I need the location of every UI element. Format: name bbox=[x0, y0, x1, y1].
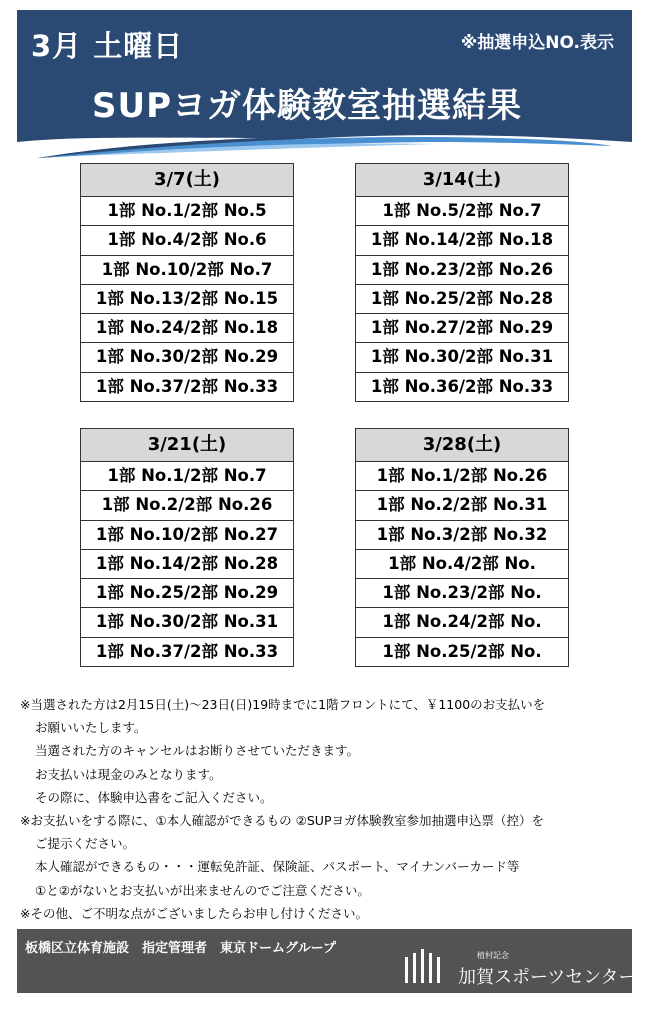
table-row: 1部 No.14/2部 No.28 bbox=[81, 550, 293, 579]
logo-bars-icon bbox=[403, 949, 447, 985]
note-line: 本人確認ができるもの・・・運転免許証、保険証、パスポート、マイナンバーカード等 bbox=[35, 859, 520, 875]
table-row: 1部 No.2/2部 No.26 bbox=[81, 491, 293, 520]
note-line: ①と②がないとお支払いが出来ませんのでご注意ください。 bbox=[35, 882, 370, 898]
footer-organization: 板橋区立体育施設 指定管理者 東京ドームグループ bbox=[25, 941, 336, 956]
table-date-header: 3/14(土) bbox=[356, 164, 568, 197]
note-line: 当選された方のキャンセルはお断りさせていただきます。 bbox=[35, 743, 360, 759]
header-banner bbox=[17, 10, 632, 134]
table-row: 1部 No.1/2部 No.7 bbox=[81, 462, 293, 491]
wave-decoration bbox=[17, 120, 632, 165]
table-row: 1部 No.23/2部 No. bbox=[356, 579, 568, 608]
table-row: 1部 No.2/2部 No.31 bbox=[356, 491, 568, 520]
result-table-4 bbox=[355, 428, 569, 667]
table-date-header: 3/28(土) bbox=[356, 429, 568, 462]
notes-section bbox=[20, 693, 645, 925]
table-row: 1部 No.27/2部 No.29 bbox=[356, 314, 568, 343]
logo-subtitle: 植村記念 bbox=[477, 951, 509, 960]
table-row: 1部 No.14/2部 No.18 bbox=[356, 226, 568, 255]
table-row: 1部 No.23/2部 No.26 bbox=[356, 256, 568, 285]
note-line: ※その他、ご不明な点がございましたらお申し付けください。 bbox=[20, 905, 368, 921]
header-month-day: 3月 土曜日 bbox=[31, 29, 184, 63]
table-row: 1部 No.4/2部 No. bbox=[356, 550, 568, 579]
table-date-header: 3/7(土) bbox=[81, 164, 293, 197]
table-row: 1部 No.10/2部 No.7 bbox=[81, 256, 293, 285]
note-line: お支払いは現金のみとなります。 bbox=[35, 766, 222, 782]
table-row: 1部 No.24/2部 No.18 bbox=[81, 314, 293, 343]
table-row: 1部 No.4/2部 No.6 bbox=[81, 226, 293, 255]
note-line: お願いいたします。 bbox=[35, 720, 147, 736]
header-notice: ※抽選申込NO.表示 bbox=[460, 33, 614, 53]
table-row: 1部 No.25/2部 No. bbox=[382, 641, 542, 661]
result-table-2 bbox=[355, 163, 569, 402]
table-row: 1部 No.37/2部 No.33 bbox=[95, 376, 279, 396]
footer-bar bbox=[17, 929, 637, 993]
result-table-1 bbox=[80, 163, 294, 402]
note-line: ※当選された方は2月15日(土)～23日(日)19時までに1階フロントにて、￥1100のお支払いを bbox=[20, 697, 546, 712]
table-row: 1部 No.13/2部 No.15 bbox=[81, 285, 293, 314]
table-row: 1部 No.3/2部 No.32 bbox=[356, 521, 568, 550]
table-row: 1部 No.25/2部 No.28 bbox=[356, 285, 568, 314]
page-title: SUPヨガ体験教室抽選結果 bbox=[92, 86, 523, 126]
note-line: ※お支払いをする際に、①本人確認ができるもの ②SUPヨガ体験教室参加抽選申込票（控）を bbox=[20, 813, 544, 829]
table-row: 1部 No.10/2部 No.27 bbox=[81, 521, 293, 550]
table-row: 1部 No.25/2部 No.29 bbox=[81, 579, 293, 608]
table-row: 1部 No.1/2部 No.5 bbox=[81, 197, 293, 226]
table-row: 1部 No.24/2部 No. bbox=[356, 608, 568, 637]
table-row: 1部 No.5/2部 No.7 bbox=[356, 197, 568, 226]
table-row: 1部 No.37/2部 No.33 bbox=[95, 641, 279, 661]
table-row: 1部 No.1/2部 No.26 bbox=[356, 462, 568, 491]
note-line: その際に、体験申込書をご記入ください。 bbox=[35, 789, 273, 805]
table-row: 1部 No.30/2部 No.29 bbox=[81, 343, 293, 372]
note-line: ご提示ください。 bbox=[35, 836, 136, 852]
table-row: 1部 No.30/2部 No.31 bbox=[356, 343, 568, 372]
table-row: 1部 No.30/2部 No.31 bbox=[81, 608, 293, 637]
result-table-3 bbox=[80, 428, 294, 667]
table-row: 1部 No.36/2部 No.33 bbox=[370, 376, 554, 396]
table-date-header: 3/21(土) bbox=[81, 429, 293, 462]
logo-name: 加賀スポーツセンター bbox=[458, 967, 637, 988]
